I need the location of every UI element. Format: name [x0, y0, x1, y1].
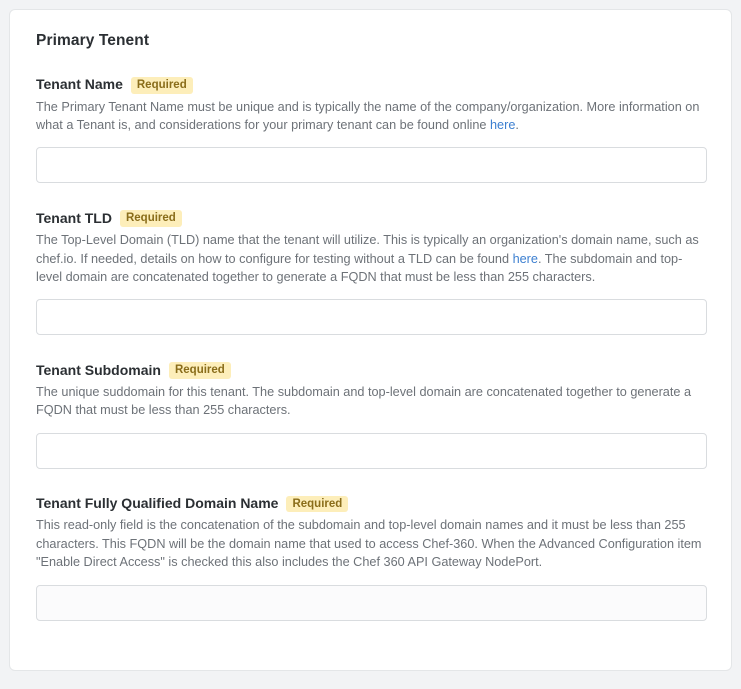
required-badge: Required — [169, 362, 231, 379]
field-tenant-fqdn — [36, 495, 705, 621]
description-text-part-2: . The subdomain and top-level domain are concatenated together to generate a FQDN that must be less than 255 characters. — [36, 251, 683, 284]
field-label: Tenant TLD — [36, 209, 112, 226]
help-link[interactable]: here — [512, 251, 538, 266]
required-badge: Required — [120, 210, 182, 227]
field-tenant-name — [36, 76, 705, 183]
field-description — [36, 231, 704, 286]
field-label: Tenant Subdomain — [36, 361, 161, 378]
description-text-part-1: This read-only field is the concatenation of the subdomain and top-level domain names and it must be less than 255 characters. This FQDN will be the domain name that used to access Chef-360. When the Advanced Configuration item "Enable Direct Access" is checked this also includes the Chef 360 API Gateway NodePort. — [36, 518, 702, 570]
description-text-part-1: The Top-Level Domain (TLD) name that the tenant will utilize. This is typically an organization's domain name, such as chef.io. If needed, details on how to configure for testing without a TLD can be found — [36, 233, 699, 266]
tenant-fqdn-input[interactable] — [36, 585, 707, 621]
field-description — [36, 516, 704, 571]
description-text-part-2: . — [515, 118, 519, 133]
field-description — [36, 383, 704, 420]
page-title: Primary Tenent — [36, 32, 150, 49]
field-description — [36, 98, 704, 135]
field-tenant-tld — [36, 209, 705, 335]
primary-tenant-card — [9, 9, 732, 671]
required-badge: Required — [131, 77, 193, 94]
label-row — [36, 495, 705, 512]
label-row — [36, 209, 705, 226]
help-link[interactable]: here — [489, 118, 516, 133]
tenant-subdomain-input[interactable] — [36, 433, 707, 469]
description-text-part-1: The Primary Tenant Name must be unique and is typically the name of the company/organization. More information on what a Tenant is, and considerations for your primary tenant can be found online — [36, 99, 700, 133]
tenant-name-input[interactable] — [36, 147, 707, 183]
field-label: Tenant Fully Qualified Domain Name — [36, 495, 279, 512]
tenant-tld-input[interactable] — [36, 299, 707, 335]
label-row — [36, 361, 705, 378]
label-row — [36, 76, 705, 93]
description-text-part-1: The unique suddomain for this tenant. The subdomain and top-level domain are concatenated together to generate a FQDN that must be less than 255 characters. — [36, 384, 692, 418]
field-label: Tenant Name — [36, 76, 123, 93]
required-badge: Required — [286, 496, 348, 513]
field-tenant-subdomain — [36, 361, 705, 468]
